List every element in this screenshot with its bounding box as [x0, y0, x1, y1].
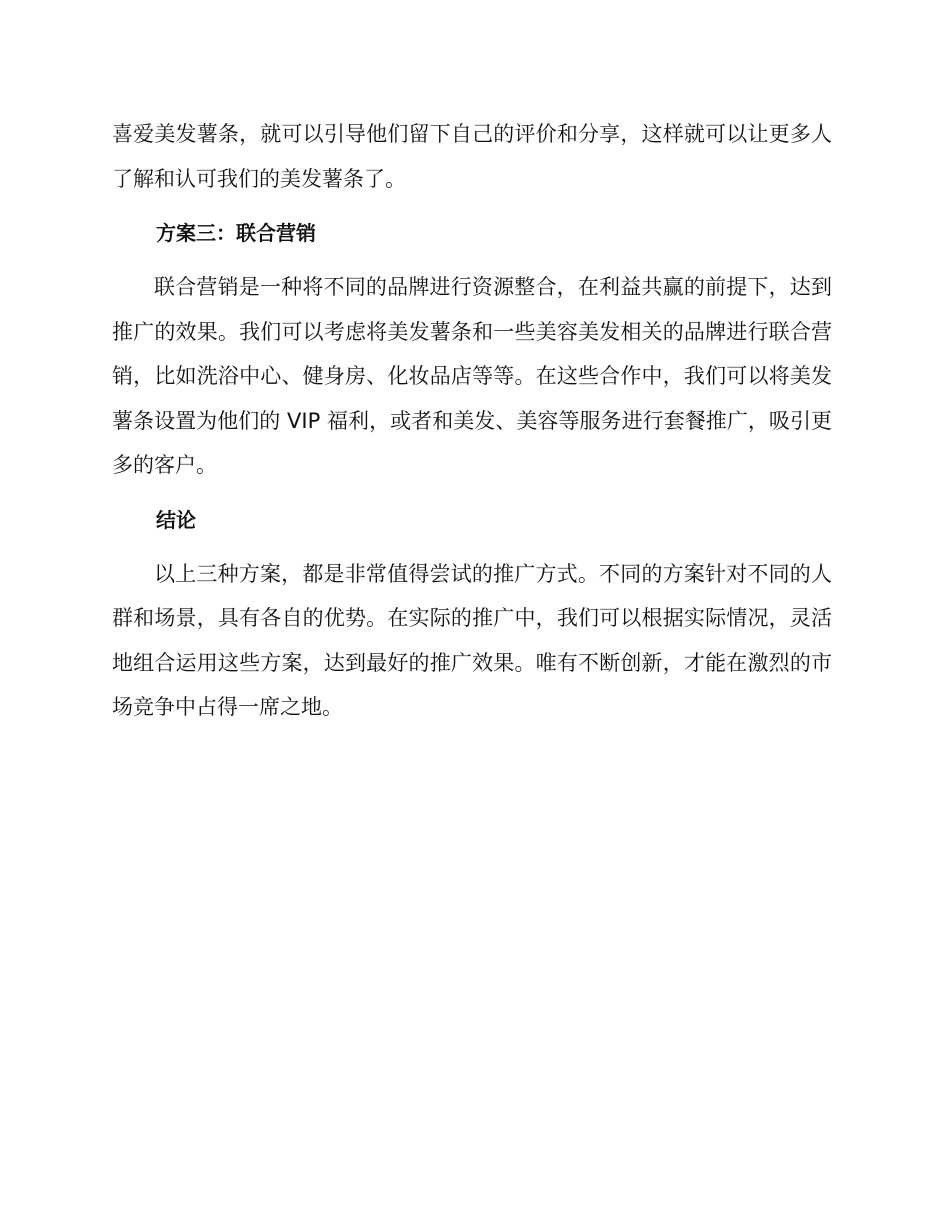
spacer [112, 542, 832, 552]
continued-paragraph: 喜爱美发薯条，就可以引导他们留下自己的评价和分享，这样就可以让更多人了解和认可我们的美发薯条了。 [112, 122, 832, 191]
conclusion-heading: 结论 [156, 507, 196, 532]
spacer [112, 255, 832, 265]
section-3-body: 联合营销是一种将不同的品牌进行资源整合，在利益共赢的前提下，达到推广的效果。我们可以考虑将美发薯条和一些美容美发相关的品牌进行联合营销，比如洗浴中心、健身房、化妆品店等等。在这些合作中，我们可以将美发薯条设置为他们的 VIP 福利，或者和美发、美容等服务进行套餐推广，吸引更多的客户。 [112, 275, 832, 477]
conclusion-body: 以上三种方案，都是非常值得尝试的推广方式。不同的方案针对不同的人群和场景，具有各自的优势。在实际的推广中，我们可以根据实际情况，灵活地组合运用这些方案，达到最好的推广效果。唯有不断创新，才能在激烈的市场竞争中占得一席之地。 [112, 561, 832, 719]
spacer [112, 488, 832, 498]
spacer [112, 201, 832, 211]
document-page [112, 112, 832, 730]
section-3-heading: 方案三：联合营销 [156, 221, 316, 245]
